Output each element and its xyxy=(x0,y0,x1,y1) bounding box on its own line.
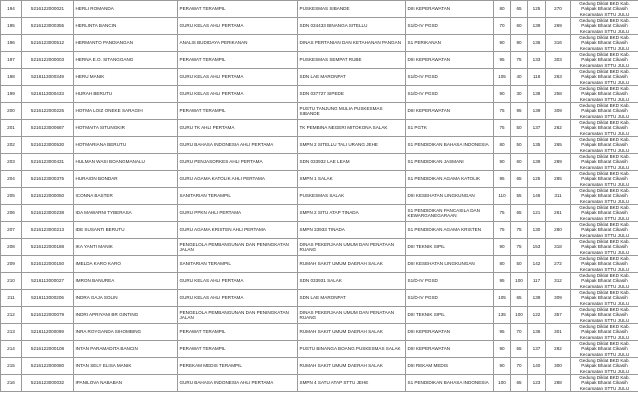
participant-id-cell: 5216123000355 xyxy=(22,18,74,35)
score-2-cell: 65 xyxy=(511,205,528,222)
participant-id-cell: 5216113000433 xyxy=(22,86,74,103)
score-1-cell: 90 xyxy=(494,154,511,171)
participant-id-cell: 5216123000687 xyxy=(22,120,74,137)
table-row xyxy=(1,137,638,154)
participant-id-cell: 5216122000108 xyxy=(22,341,74,358)
participant-id-cell: 5216122000079 xyxy=(22,307,74,324)
qualification-cell: S1/D-IV PGSD xyxy=(406,273,494,290)
row-number-cell: 199 xyxy=(1,86,22,103)
row-number-cell: 211 xyxy=(1,290,22,307)
work-unit-cell: PUSTU TANJUNG MULIA PUSKESMAS SIBANDE xyxy=(298,103,406,120)
work-unit-cell: RUMAH SAKIT UMUM DAERAH SALAK xyxy=(298,358,406,375)
score-3-cell: 140 xyxy=(528,358,546,375)
participant-name-cell: IMRON BANUREA xyxy=(74,273,178,290)
total-score-cell: 285 xyxy=(546,171,571,188)
score-2-cell: 70 xyxy=(511,358,528,375)
position-cell: SANITARIAN TERAMPIL xyxy=(178,256,298,273)
test-location-cell: Gedung Diklat BKD Kab. Pakpak Bharat Cikasih Kecamatan STTU JULU xyxy=(571,35,638,52)
qualification-cell: DIII KEPERAWATAN xyxy=(406,324,494,341)
participant-id-cell: 5216122000021 xyxy=(22,1,74,18)
participant-name-cell: IDA MAWARNI TYBERASA xyxy=(74,205,178,222)
row-number-cell: 200 xyxy=(1,103,22,120)
table-row xyxy=(1,375,638,392)
work-unit-cell: SDN 037727 SIPEDE xyxy=(298,86,406,103)
test-location-cell: Gedung Diklat BKD Kab. Pakpak Bharat Cikasih Kecamatan STTU JULU xyxy=(571,18,638,35)
test-location-cell: Gedung Diklat BKD Kab. Pakpak Bharat Cikasih Kecamatan STTU JULU xyxy=(571,358,638,375)
position-cell: GURU AGAMA KATOLIK AHLI PERTAMA xyxy=(178,171,298,188)
score-1-cell: 80 xyxy=(494,137,511,154)
test-location-cell: Gedung Diklat BKD Kab. Pakpak Bharat Cikasih Kecamatan STTU JULU xyxy=(571,256,638,273)
score-1-cell: 90 xyxy=(494,35,511,52)
participant-id-cell: 5216123000032 xyxy=(22,375,74,392)
work-unit-cell: RUMAH SAKIT UMUM DAERAH SALAK xyxy=(298,256,406,273)
participant-id-cell: 5216113000206 xyxy=(22,290,74,307)
position-cell: PERAWAT TERAMPIL xyxy=(178,1,298,18)
score-2-cell: 55 xyxy=(511,341,528,358)
score-2-cell: 65 xyxy=(511,171,528,188)
position-cell: GURU TK AHLI PERTAMA xyxy=(178,120,298,137)
row-number-cell: 195 xyxy=(1,18,22,35)
row-number-cell: 207 xyxy=(1,222,22,239)
work-unit-cell: SMPN 2 SITU ATAP TINADA xyxy=(298,205,406,222)
work-unit-cell: PUSKESMAS SALAK xyxy=(298,188,406,205)
participant-name-cell: INDRA GAJA SOLIN xyxy=(74,290,178,307)
position-cell: GURU KELAS AHLI PERTAMA xyxy=(178,69,298,86)
position-cell: GURU PPKN AHLI PERTAMA xyxy=(178,205,298,222)
participant-id-cell: 5216122000080 xyxy=(22,358,74,375)
test-location-cell: Gedung Diklat BKD Kab. Pakpak Bharat Cikasih Kecamatan STTU JULU xyxy=(571,307,638,324)
score-1-cell: 75 xyxy=(494,222,511,239)
participant-id-cell: 5216123000431 xyxy=(22,154,74,171)
score-2-cell: 50 xyxy=(511,137,528,154)
qualification-cell: S1 PGTK xyxy=(406,120,494,137)
score-3-cell: 130 xyxy=(528,222,546,239)
total-score-cell: 289 xyxy=(546,154,571,171)
score-1-cell: 105 xyxy=(494,69,511,86)
participant-name-cell: HOTMA LOIZ ONEKE SARAGIH xyxy=(74,103,178,120)
score-2-cell: 60 xyxy=(511,154,528,171)
table-row xyxy=(1,52,638,69)
score-1-cell: 75 xyxy=(494,103,511,120)
score-3-cell: 122 xyxy=(528,307,546,324)
work-unit-cell: TK PEMBINA NEGERI MITOKONA SALAK xyxy=(298,120,406,137)
test-location-cell: Gedung Diklat BKD Kab. Pakpak Bharat Cikasih Kecamatan STTU JULU xyxy=(571,154,638,171)
score-3-cell: 125 xyxy=(528,1,546,18)
qualification-cell: DIII TEKNIK SIPIL xyxy=(406,239,494,256)
position-cell: PERAWAT TERAMPIL xyxy=(178,103,298,120)
test-location-cell: Gedung Diklat BKD Kab. Pakpak Bharat Cikasih Kecamatan STTU JULU xyxy=(571,188,638,205)
score-2-cell: 95 xyxy=(511,103,528,120)
test-location-cell: Gedung Diklat BKD Kab. Pakpak Bharat Cikasih Kecamatan STTU JULU xyxy=(571,52,638,69)
row-number-cell: 216 xyxy=(1,375,22,392)
row-number-cell: 203 xyxy=(1,154,22,171)
test-location-cell: Gedung Diklat BKD Kab. Pakpak Bharat Cikasih Kecamatan STTU JULU xyxy=(571,69,638,86)
total-score-cell: 309 xyxy=(546,290,571,307)
score-1-cell: 95 xyxy=(494,52,511,69)
table-row xyxy=(1,273,638,290)
qualification-cell: DIII KEPERAWATAN xyxy=(406,103,494,120)
participant-name-cell: HURAION BONDAR xyxy=(74,171,178,188)
score-1-cell: 90 xyxy=(494,358,511,375)
qualification-cell: DIII KESEHATAN LINGKUNGAN xyxy=(406,256,494,273)
total-score-cell: 270 xyxy=(546,1,571,18)
total-score-cell: 258 xyxy=(546,86,571,103)
total-score-cell: 309 xyxy=(546,103,571,120)
qualification-cell: S1 PENDIDIKAN BAHASA INDONESIA xyxy=(406,137,494,154)
qualification-cell: S1/D-IV PGSD xyxy=(406,69,494,86)
table-row xyxy=(1,188,638,205)
test-location-cell: Gedung Diklat BKD Kab. Pakpak Bharat Cikasih Kecamatan STTU JULU xyxy=(571,205,638,222)
table-row xyxy=(1,18,638,35)
score-3-cell: 139 xyxy=(528,154,546,171)
total-score-cell: 318 xyxy=(546,239,571,256)
participant-id-cell: 5216112000099 xyxy=(22,324,74,341)
participant-name-cell: INRA ROYGANDA SIHOMBING xyxy=(74,324,178,341)
test-location-cell: Gedung Diklat BKD Kab. Pakpak Bharat Cikasih Kecamatan STTU JULU xyxy=(571,222,638,239)
participant-id-cell: 5216113000349 xyxy=(22,69,74,86)
position-cell: GURU KELAS AHLI PERTAMA xyxy=(178,86,298,103)
total-score-cell: 316 xyxy=(546,35,571,52)
score-1-cell: 135 xyxy=(494,307,511,324)
participant-name-cell: HERLINTA BANCIN xyxy=(74,18,178,35)
total-score-cell: 272 xyxy=(546,256,571,273)
row-number-cell: 209 xyxy=(1,256,22,273)
table-row xyxy=(1,222,638,239)
total-score-cell: 357 xyxy=(546,307,571,324)
work-unit-cell: SDN 033932 LAE LEAM xyxy=(298,154,406,171)
qualification-cell: S1/D-IV PGSD xyxy=(406,86,494,103)
participant-name-cell: IPANILOVA NABABAN xyxy=(74,375,178,392)
score-2-cell: 100 xyxy=(511,273,528,290)
work-unit-cell: SDN 033931 SALAK xyxy=(298,273,406,290)
score-1-cell: 75 xyxy=(494,120,511,137)
participant-id-cell: 5216122000188 xyxy=(22,239,74,256)
score-3-cell: 123 xyxy=(528,375,546,392)
test-location-cell: Gedung Diklat BKD Kab. Pakpak Bharat Cikasih Kecamatan STTU JULU xyxy=(571,103,638,120)
total-score-cell: 282 xyxy=(546,341,571,358)
score-3-cell: 117 xyxy=(528,273,546,290)
score-2-cell: 65 xyxy=(511,375,528,392)
qualification-cell: S1/D-IV PGSD xyxy=(406,290,494,307)
participant-name-cell: HERNA E.O. SITANGGANG xyxy=(74,52,178,69)
position-cell: PENGELOLA PEMBANGUNAN DAN PENINGKATAN JALAN xyxy=(178,239,298,256)
total-score-cell: 262 xyxy=(546,120,571,137)
participant-name-cell: HERMANTO PANDIANGAN xyxy=(74,35,178,52)
participant-name-cell: INDRI APRIYANI BR GINTING xyxy=(74,307,178,324)
position-cell: ANALIS BUDIDAYA PERIKANAN xyxy=(178,35,298,52)
position-cell: GURU KELAS AHLI PERTAMA xyxy=(178,18,298,35)
table-row xyxy=(1,69,638,86)
score-1-cell: 80 xyxy=(494,1,511,18)
work-unit-cell: SMPN 4 SATU ATAP STTU JEHE xyxy=(298,375,406,392)
row-number-cell: 202 xyxy=(1,137,22,154)
test-location-cell: Gedung Diklat BKD Kab. Pakpak Bharat Cikasih Kecamatan STTU JULU xyxy=(571,1,638,18)
work-unit-cell: DINAS PEKERJAAN UMUM DAN PENATAAN RUANG xyxy=(298,307,406,324)
position-cell: GURU BAHASA INDONESIA AHLI PERTAMA xyxy=(178,137,298,154)
score-3-cell: 118 xyxy=(528,69,546,86)
score-1-cell: 95 xyxy=(494,324,511,341)
row-number-cell: 208 xyxy=(1,239,22,256)
position-cell: GURU BAHASA INDONESIA AHLI PERTAMA xyxy=(178,375,298,392)
test-location-cell: Gedung Diklat BKD Kab. Pakpak Bharat Cikasih Kecamatan STTU JULU xyxy=(571,137,638,154)
position-cell: PEREKAM MEDIS TERAMPIL xyxy=(178,358,298,375)
total-score-cell: 263 xyxy=(546,69,571,86)
score-3-cell: 136 xyxy=(528,35,546,52)
work-unit-cell: SDN LAE MARONPAT xyxy=(298,69,406,86)
work-unit-cell: PUSKESMAS SIBANDE xyxy=(298,1,406,18)
score-2-cell: 75 xyxy=(511,222,528,239)
participant-name-cell: IDE SUSANTI BERUTU xyxy=(74,222,178,239)
participant-name-cell: INTAN SELY ELISA MANIK xyxy=(74,358,178,375)
total-score-cell: 300 xyxy=(546,358,571,375)
work-unit-cell: DINAS PERTANIAN DAN KETAHANAN PANGAN xyxy=(298,35,406,52)
position-cell: GURU PENJASORKES AHLI PERTAMA xyxy=(178,154,298,171)
position-cell: SANITARIAN TERAMPIL xyxy=(178,188,298,205)
row-number-cell: 205 xyxy=(1,188,22,205)
total-score-cell: 261 xyxy=(546,205,571,222)
score-3-cell: 139 xyxy=(528,290,546,307)
total-score-cell: 303 xyxy=(546,52,571,69)
score-3-cell: 137 xyxy=(528,341,546,358)
total-score-cell: 301 xyxy=(546,324,571,341)
participant-name-cell: HOTMARIANA BERUTU xyxy=(74,137,178,154)
table-row xyxy=(1,1,638,18)
table-row xyxy=(1,307,638,324)
score-2-cell: 65 xyxy=(511,1,528,18)
position-cell: GURU KELAS AHLI PERTAMA xyxy=(178,290,298,307)
position-cell: PERAWAT TERAMPIL xyxy=(178,324,298,341)
participant-name-cell: HERLI ROMANDA xyxy=(74,1,178,18)
score-3-cell: 139 xyxy=(528,18,546,35)
score-2-cell: 65 xyxy=(511,290,528,307)
row-number-cell: 196 xyxy=(1,35,22,52)
score-3-cell: 121 xyxy=(528,205,546,222)
table-row xyxy=(1,256,638,273)
score-2-cell: 50 xyxy=(511,256,528,273)
score-1-cell: 95 xyxy=(494,171,511,188)
score-3-cell: 125 xyxy=(528,171,546,188)
table-row xyxy=(1,35,638,52)
qualification-cell: DIII REKAM MEDIS xyxy=(406,358,494,375)
table-row xyxy=(1,239,638,256)
participant-name-cell: IMELDA KARO KARO xyxy=(74,256,178,273)
score-1-cell: 100 xyxy=(494,375,511,392)
qualification-cell: DIII KEPERAWATAN xyxy=(406,1,494,18)
work-unit-cell: RUMAH SAKIT UMUM DAERAH SALAK xyxy=(298,324,406,341)
participant-id-cell: 5216123000512 xyxy=(22,35,74,52)
row-number-cell: 214 xyxy=(1,341,22,358)
row-number-cell: 212 xyxy=(1,307,22,324)
participant-name-cell: IKA YANTI MANIK xyxy=(74,239,178,256)
qualification-cell: S1 PENDIDIKAN BAHASA INDONESIA xyxy=(406,375,494,392)
score-1-cell: 90 xyxy=(494,86,511,103)
row-number-cell: 206 xyxy=(1,205,22,222)
test-location-cell: Gedung Diklat BKD Kab. Pakpak Bharat Cikasih Kecamatan STTU JULU xyxy=(571,171,638,188)
work-unit-cell: SMPN 1 SALAK xyxy=(298,171,406,188)
score-2-cell: 75 xyxy=(511,52,528,69)
score-3-cell: 139 xyxy=(528,103,546,120)
work-unit-cell: SDN LAE MARONPAT xyxy=(298,290,406,307)
participant-id-cell: 5216122000050 xyxy=(22,188,74,205)
table-row xyxy=(1,290,638,307)
total-score-cell: 280 xyxy=(546,222,571,239)
score-3-cell: 135 xyxy=(528,137,546,154)
qualification-cell: DIII KESEHATAN LINGKUNGAN xyxy=(406,188,494,205)
row-number-cell: 198 xyxy=(1,69,22,86)
total-score-cell: 269 xyxy=(546,18,571,35)
qualification-cell: S1 PENDIDIKAN AGAMA KRISTEN xyxy=(406,222,494,239)
row-number-cell: 201 xyxy=(1,120,22,137)
participant-name-cell: HOTMAITA SITUNGKIR xyxy=(74,120,178,137)
participant-id-cell: 5216123000238 xyxy=(22,205,74,222)
participant-id-cell: 5216123000375 xyxy=(22,171,74,188)
score-1-cell: 70 xyxy=(494,18,511,35)
table-row xyxy=(1,171,638,188)
position-cell: PENGELOLA PEMBANGUNAN DAN PENINGKATAN JALAN xyxy=(178,307,298,324)
test-location-cell: Gedung Diklat BKD Kab. Pakpak Bharat Cikasih Kecamatan STTU JULU xyxy=(571,324,638,341)
participant-id-cell: 5216122000225 xyxy=(22,103,74,120)
score-3-cell: 146 xyxy=(528,188,546,205)
score-1-cell: 110 xyxy=(494,188,511,205)
work-unit-cell: SDN 034433 BINANGA SITELLU xyxy=(298,18,406,35)
work-unit-cell: PUSTU BINANGA BOANG PUSKESMAS SALAK xyxy=(298,341,406,358)
test-location-cell: Gedung Diklat BKD Kab. Pakpak Bharat Cikasih Kecamatan STTU JULU xyxy=(571,341,638,358)
work-unit-cell: SMPN 33933 TINADA xyxy=(298,222,406,239)
participant-id-cell: 5216123000213 xyxy=(22,222,74,239)
test-location-cell: Gedung Diklat BKD Kab. Pakpak Bharat Cikasih Kecamatan STTU JULU xyxy=(571,239,638,256)
work-unit-cell: PUSKESMAS SEMPAT RUBE xyxy=(298,52,406,69)
total-score-cell: 288 xyxy=(546,375,571,392)
test-location-cell: Gedung Diklat BKD Kab. Pakpak Bharat Cikasih Kecamatan STTU JULU xyxy=(571,120,638,137)
total-score-cell: 265 xyxy=(546,137,571,154)
score-3-cell: 153 xyxy=(528,239,546,256)
table-row xyxy=(1,324,638,341)
table-row xyxy=(1,86,638,103)
table-row xyxy=(1,358,638,375)
score-1-cell: 80 xyxy=(494,256,511,273)
qualification-cell: DIII KEPERAWATAN xyxy=(406,341,494,358)
table-row xyxy=(1,205,638,222)
score-2-cell: 75 xyxy=(511,239,528,256)
qualification-cell: S1 PERIKANAN xyxy=(406,35,494,52)
qualification-cell: S1/D-IV PGSD xyxy=(406,18,494,35)
score-2-cell: 50 xyxy=(511,120,528,137)
score-2-cell: 30 xyxy=(511,86,528,103)
work-unit-cell: DINAS PEKERJAAN UMUM DAN PENATAAN RUANG xyxy=(298,239,406,256)
participant-id-cell: 5216122000150 xyxy=(22,256,74,273)
score-3-cell: 136 xyxy=(528,324,546,341)
table-row xyxy=(1,120,638,137)
score-3-cell: 133 xyxy=(528,52,546,69)
score-3-cell: 137 xyxy=(528,120,546,137)
score-1-cell: 90 xyxy=(494,239,511,256)
test-location-cell: Gedung Diklat BKD Kab. Pakpak Bharat Cikasih Kecamatan STTU JULU xyxy=(571,86,638,103)
qualification-cell: S1 PENDIDIKAN AGAMA KATOLIK xyxy=(406,171,494,188)
participant-name-cell: INTAN PARAMADITA BANCIN xyxy=(74,341,178,358)
score-1-cell: 75 xyxy=(494,205,511,222)
total-score-cell: 311 xyxy=(546,188,571,205)
qualification-cell: DIII TEKNIK SIPIL xyxy=(406,307,494,324)
position-cell: PERAWAT TERAMPIL xyxy=(178,52,298,69)
table-row xyxy=(1,103,638,120)
score-1-cell: 90 xyxy=(494,341,511,358)
score-2-cell: 40 xyxy=(511,69,528,86)
participant-name-cell: HIJRAH BERUTU xyxy=(74,86,178,103)
qualification-cell: S1 PENDIDIKAN PANCASILA DAN KEWARGANEGARAAN xyxy=(406,205,494,222)
table-body xyxy=(1,1,638,392)
score-2-cell: 55 xyxy=(511,188,528,205)
score-1-cell: 105 xyxy=(494,290,511,307)
score-2-cell: 100 xyxy=(511,307,528,324)
score-2-cell: 90 xyxy=(511,35,528,52)
score-2-cell: 60 xyxy=(511,18,528,35)
row-number-cell: 210 xyxy=(1,273,22,290)
qualification-cell: S1 PENDIDIKAN JASMANI xyxy=(406,154,494,171)
participant-name-cell: ICONNA BASTER xyxy=(74,188,178,205)
row-number-cell: 194 xyxy=(1,1,22,18)
score-3-cell: 142 xyxy=(528,256,546,273)
participant-id-cell: 5216123000530 xyxy=(22,137,74,154)
qualification-cell: DIII KEPERAWATAN xyxy=(406,52,494,69)
test-location-cell: Gedung Diklat BKD Kab. Pakpak Bharat Cikasih Kecamatan STTU JULU xyxy=(571,290,638,307)
total-score-cell: 312 xyxy=(546,273,571,290)
row-number-cell: 213 xyxy=(1,324,22,341)
position-cell: PERAWAT TERAMPIL xyxy=(178,341,298,358)
position-cell: GURU AGAMA KRISTEN AHLI PERTAMA xyxy=(178,222,298,239)
participant-id-cell: 5216113000027 xyxy=(22,273,74,290)
score-2-cell: 70 xyxy=(511,324,528,341)
table-row xyxy=(1,341,638,358)
participant-id-cell: 5216122000003 xyxy=(22,52,74,69)
row-number-cell: 215 xyxy=(1,358,22,375)
table-row xyxy=(1,154,638,171)
test-location-cell: Gedung Diklat BKD Kab. Pakpak Bharat Cikasih Kecamatan STTU JULU xyxy=(571,375,638,392)
row-number-cell: 197 xyxy=(1,52,22,69)
score-3-cell: 138 xyxy=(528,86,546,103)
test-location-cell: Gedung Diklat BKD Kab. Pakpak Bharat Cikasih Kecamatan STTU JULU xyxy=(571,273,638,290)
row-number-cell: 204 xyxy=(1,171,22,188)
work-unit-cell: SMPN 2 SITELLU TALI URANG JEHE xyxy=(298,137,406,154)
position-cell: GURU KELAS AHLI PERTAMA xyxy=(178,273,298,290)
score-1-cell: 95 xyxy=(494,273,511,290)
participant-name-cell: HERU MANIK xyxy=(74,69,178,86)
participant-name-cell: HULMAN WASI BOANGMANALU xyxy=(74,154,178,171)
